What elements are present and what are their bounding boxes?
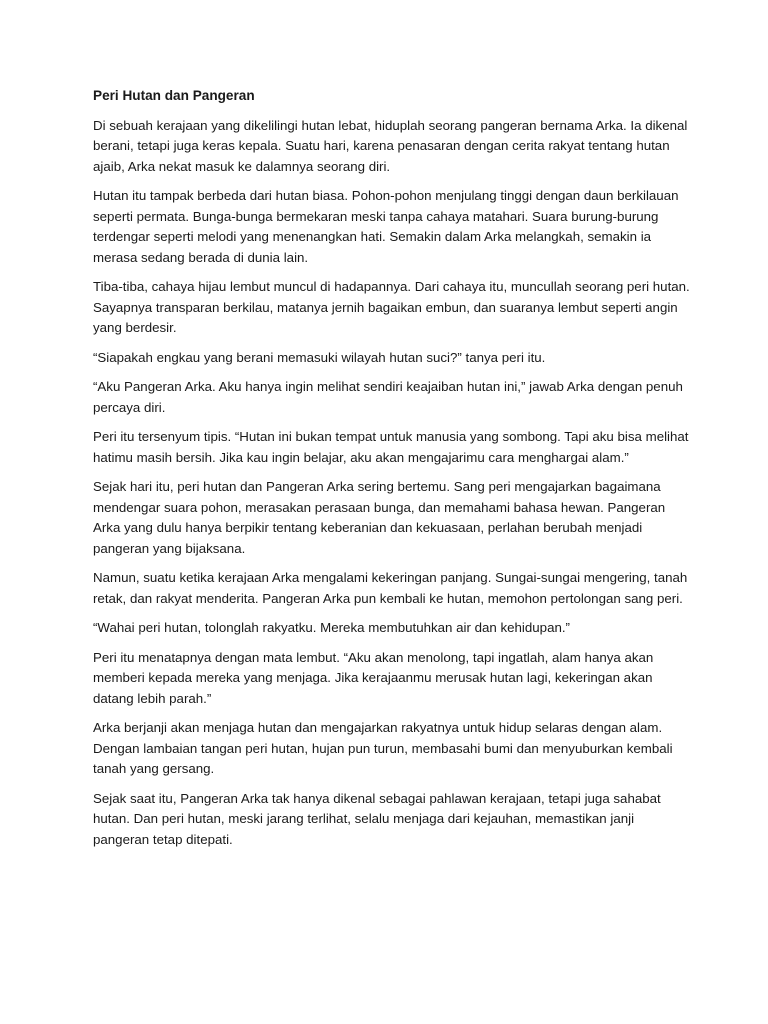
paragraph-9: “Wahai peri hutan, tolonglah rakyatku. Mereka membutuhkan air dan kehidupan.”	[93, 620, 570, 635]
paragraph-10: Peri itu menatapnya dengan mata lembut. “Aku akan menolong, tapi ingatlah, alam hanya akan memberi kepada mereka yang menjaga. Jika kerajaanmu merusak hutan lagi, kekeringan akan datang lebih parah.”	[93, 649, 654, 706]
document-title: Peri Hutan dan Pangeran	[93, 88, 255, 103]
paragraph-1: Di sebuah kerajaan yang dikelilingi hutan lebat, hiduplah seorang pangeran bernama Arka. Ia dikenal berani, tetapi juga keras kepala. Suatu hari, karena penasaran dengan cerita rakyat tentang hutan ajaib, Arka nekat masuk ke dalamnya seorang diri.	[93, 117, 688, 174]
document-page	[93, 86, 693, 859]
paragraph-4: “Siapakah engkau yang berani memasuki wilayah hutan suci?” tanya peri itu.	[93, 349, 546, 365]
paragraph-6: Peri itu tersenyum tipis. “Hutan ini bukan tempat untuk manusia yang sombong. Tapi aku bisa melihat hatimu masih bersih. Jika kau ingin belajar, aku akan mengajarimu cara menghargai alam.”	[93, 429, 689, 465]
paragraph-5: “Aku Pangeran Arka. Aku hanya ingin melihat sendiri keajaiban hutan ini,” jawab Arka dengan penuh percaya diri.	[93, 379, 683, 415]
paragraph-11: Arka berjanji akan menjaga hutan dan mengajarkan rakyatnya untuk hidup selaras dengan alam. Dengan lambaian tangan peri hutan, hujan pun turun, membasahi bumi dan menyuburkan kembali tanah yang gersang.	[93, 720, 673, 776]
paragraph-7: Sejak hari itu, peri hutan dan Pangeran Arka sering bertemu. Sang peri mengajarkan bagaimana mendengar suara pohon, merasakan perasaan bunga, dan memahami bahasa hewan. Pangeran Arka yang dulu hanya berpikir tentang keberanian dan kekuasaan, perlahan berubah menjadi pangeran yang bijaksana.	[93, 479, 666, 556]
paragraph-12: Sejak saat itu, Pangeran Arka tak hanya dikenal sebagai pahlawan kerajaan, tetapi juga sahabat hutan. Dan peri hutan, meski jarang terlihat, selalu menjaga dari kejauhan, memastikan janji pangeran tetap ditepati.	[93, 790, 661, 847]
paragraph-8: Namun, suatu ketika kerajaan Arka mengalami kekeringan panjang. Sungai-sungai mengering, tanah retak, dan rakyat menderita. Pangeran Arka pun kembali ke hutan, memohon pertolongan sang peri.	[93, 570, 688, 606]
paragraph-2: Hutan itu tampak berbeda dari hutan biasa. Pohon-pohon menjulang tinggi dengan daun berkilauan seperti permata. Bunga-bunga bermekaran meski tanpa cahaya matahari. Suara burung-burung terdengar seperti melodi yang menenangkan hati. Semakin dalam Arka melangkah, semakin ia merasa sedang berada di dunia lain.	[93, 188, 679, 265]
paragraph-3: Tiba-tiba, cahaya hijau lembut muncul di hadapannya. Dari cahaya itu, muncullah seorang peri hutan. Sayapnya transparan berkilau, matanya jernih bagaikan embun, dan suaranya lembut seperti angin yang berdesir.	[93, 279, 690, 335]
